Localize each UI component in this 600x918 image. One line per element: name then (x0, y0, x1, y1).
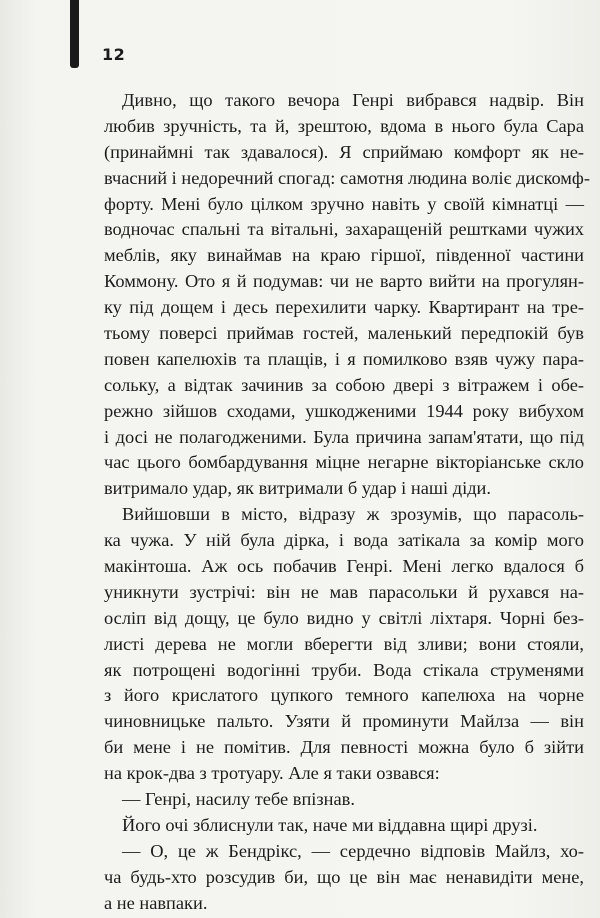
text-line: уникнути зустрічі: він не мав парасольки й рухався на- (104, 581, 584, 602)
text-line: ку під дощем і десь перехилити чарку. Квартирант на тре- (104, 297, 584, 318)
text-line: а не навпаки. (104, 892, 208, 913)
text-line: водночас спальні та вітальні, захаращеній рештками чужих (104, 219, 584, 240)
text-line: витримало удар, як витримали б удар і наші діди. (104, 478, 491, 499)
text-line: Його очі зблиснули так, наче ми віддавна щирі друзі. (122, 814, 538, 835)
text-line: форту. Мені було цілком зручно навіть у своїй кімнатці — (104, 193, 584, 214)
binding-edge-shadow (70, 0, 79, 68)
text-line: сольку, а відтак зачинив за собою двері з вітражем і обе- (104, 374, 584, 395)
text-line: Коммону. Ото я й подумав: чи не варто вийти на прогулян- (104, 271, 584, 292)
text-line: Дивно, що такого вечора Генрі вибрався надвір. Він (122, 90, 584, 110)
text-line: ча будь-хто розсудив би, що це він має ненавидіти мене, (104, 866, 584, 887)
text-line: — О, це ж Бендрікс, — сердечно відповів Майлз, хо- (122, 840, 584, 861)
text-line: — Генрі, насилу тебе впізнав. (122, 789, 355, 810)
text-line: з його крислатого цупкого темного капелюха на чорне (104, 685, 584, 706)
text-line: би мене і не помітив. Для певності можна було б зійти (104, 737, 584, 758)
text-line: Вийшовши в місто, відразу ж зрозумів, що парасоль- (122, 504, 584, 525)
text-line: ка чужа. У ній була дірка, і вода затікала за комір мого (104, 530, 584, 551)
text-line: режно зійшов сходами, ушкодженими 1944 року вибухом (104, 400, 584, 421)
text-line: листі дерева не могли вберегти від зливи; вони стояли, (104, 633, 584, 654)
text-line: чиновницьке пальто. Узяти й проминути Майлза — він (104, 711, 584, 732)
text-line: макінтоша. Аж ось побачив Генрі. Мені легко вдалося б (104, 556, 584, 577)
text-line: (принаймні так здавалося). Я сприймаю комфорт як не- (104, 141, 584, 162)
body-text (104, 88, 590, 917)
text-line: і досі не полагодженими. Була причина запам'ятати, що під (104, 426, 584, 447)
text-line: осліп від дощу, це було видно у світлі ліхтаря. Чорні без- (104, 607, 584, 628)
text-line: любив зручність, та й, зрештою, вдома в нього була Сара (104, 115, 584, 136)
text-line: меблів, яку винаймав на краю гіршої, південної частини (104, 245, 584, 266)
text-line: тьому поверсі приймав гостей, маленький передпокій був (104, 323, 584, 344)
text-line: повен капелюхів та плащів, і я помилково взяв чужу пара- (104, 348, 584, 369)
text-line: час цього бомбардування міцне негарне вікторіанське скло (104, 452, 584, 473)
text-line: вчасний і недоречний спогад: самотня людина воліє дискомф- (104, 167, 590, 188)
text-line: як потрощені водогінні труби. Вода стікала струменями (104, 659, 584, 680)
page-number: 12 (102, 45, 126, 64)
text-line: на крок-два з тротуару. Але я таки озвався: (104, 763, 440, 784)
